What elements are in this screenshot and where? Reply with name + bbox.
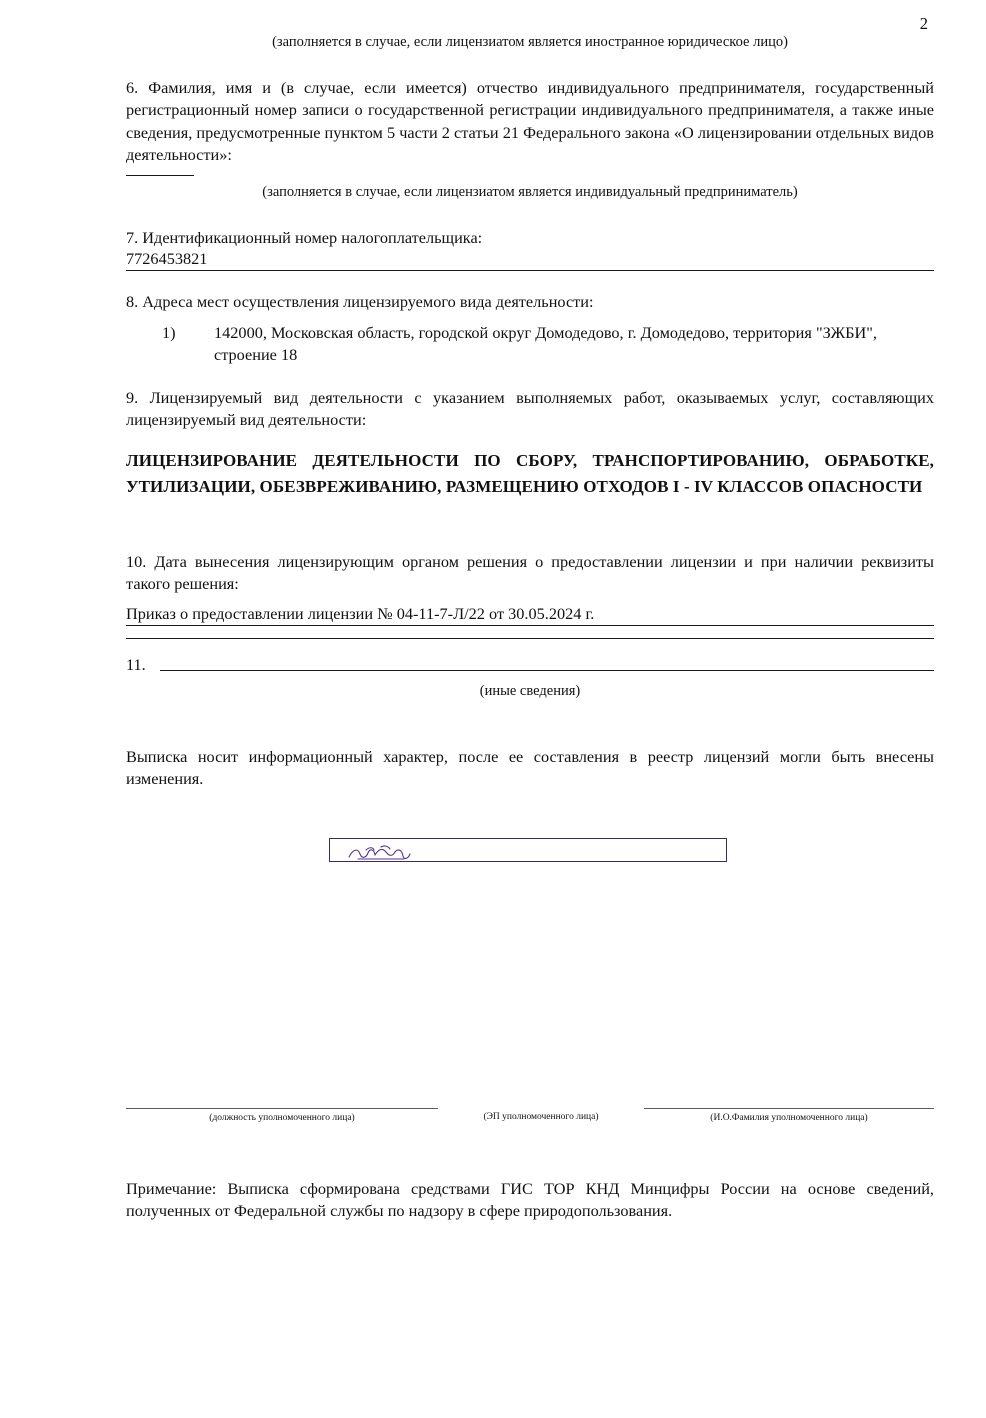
signature-name-line bbox=[644, 1108, 934, 1109]
footer-note: Примечание: Выписка сформирована средствами ГИС ТОР КНД Минцифры России на основе сведений, полученных от Федеральной службы по надзору в сфере природопользования. bbox=[126, 1179, 934, 1221]
signature-name-col bbox=[644, 1108, 934, 1123]
item-10-value: Приказ о предоставлении лицензии № 04-11-7-Л/22 от 30.05.2024 г. bbox=[126, 603, 595, 623]
item-9-label: 9. Лицензируемый вид деятельности с указанием выполняемых работ, оказываемых услуг, составляющих лицензируемый вид деятельности: bbox=[126, 387, 934, 430]
foreign-entity-caption: (заполняется в случае, если лицензиатом является иностранное юридическое лицо) bbox=[272, 34, 788, 50]
electronic-signature-stamp bbox=[329, 838, 727, 862]
item-6-text: 6. Фамилия, имя и (в случае, если имеется) отчество индивидуального предпринимателя, государственный регистрационный номер записи о государственной регистрации индивидуального предпринимателя, а также иные сведения, предусмотренные пунктом 5 части 2 статьи 21 Федерального закона «О лицензировании отдельных видов деятельности»: bbox=[126, 78, 934, 165]
signature-position-line bbox=[126, 1108, 438, 1109]
document-body bbox=[126, 34, 934, 790]
item-6-caption: (заполняется в случае, если лицензиатом является индивидуальный предприниматель) bbox=[262, 183, 798, 200]
item-11-row bbox=[126, 655, 934, 675]
item-11-caption: (иные сведения) bbox=[479, 682, 581, 699]
item-11-label: 11. bbox=[126, 654, 146, 674]
signature-position-col bbox=[126, 1108, 438, 1123]
item-7-label: 7. Идентификационный номер налогоплательщика: bbox=[126, 227, 483, 247]
signature-ink-icon bbox=[346, 845, 432, 863]
signature-sign-caption: (ЭП уполномоченного лица) bbox=[483, 1112, 599, 1122]
item-7-value: 7726453821 bbox=[126, 249, 208, 269]
signature-block bbox=[126, 1108, 934, 1123]
item-11-blank-line bbox=[160, 670, 934, 671]
signature-name-caption: (И.О.Фамилия уполномоченного лица) bbox=[710, 1113, 868, 1123]
item-9-value: ЛИЦЕНЗИРОВАНИЕ ДЕЯТЕЛЬНОСТИ ПО СБОРУ, ТРАНСПОРТИРОВАНИЮ, ОБРАБОТКЕ, УТИЛИЗАЦИИ, ОБЕЗВРЕЖИВАНИЮ, РАЗМЕЩЕНИЮ ОТХОДОВ I - IV КЛАССОВ ОПАСНОСТИ bbox=[126, 450, 934, 497]
disclaimer-text: Выписка носит информационный характер, после ее составления в реестр лицензий могли быть внесены изменения. bbox=[126, 746, 934, 788]
item-10-label: 10. Дата вынесения лицензирующим органом решения о предоставлении лицензии и при наличии реквизиты такого решения: bbox=[126, 551, 934, 594]
address-index: 1) bbox=[162, 322, 176, 342]
address-row bbox=[126, 322, 934, 367]
signature-position-caption: (должность уполномоченного лица) bbox=[209, 1113, 355, 1123]
address-text: 142000, Московская область, городской округ Домодедово, г. Домодедово, территория "ЗЖБИ", строение 18 bbox=[214, 322, 877, 365]
item-8-label: 8. Адреса мест осуществления лицензируемого вида деятельности: bbox=[126, 292, 594, 312]
page-number: 2 bbox=[919, 14, 928, 33]
signature-sign-col bbox=[438, 1108, 644, 1123]
